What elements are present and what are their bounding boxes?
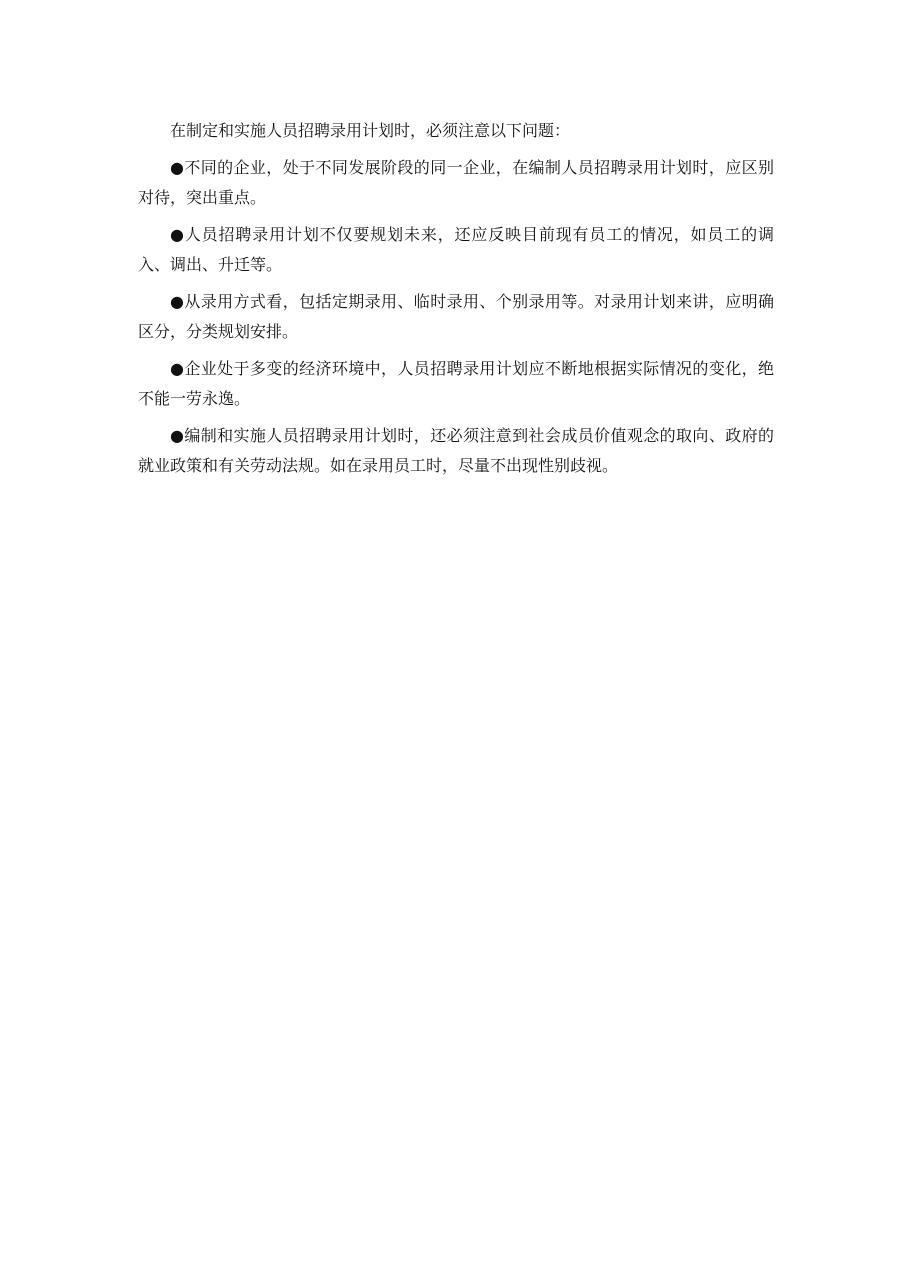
list-item-text: 从录用方式看，包括定期录用、临时录用、个别录用等。对录用计划来讲，应明确区分，分类规划安排。 bbox=[138, 292, 774, 341]
list-item-text: 人员招聘录用计划不仅要规划未来，还应反映目前现有员工的情况，如员工的调入、调出、升迁等。 bbox=[138, 225, 774, 274]
bullet-icon: ● bbox=[170, 359, 185, 378]
document-body bbox=[138, 116, 774, 481]
intro-paragraph: 在制定和实施人员招聘录用计划时，必须注意以下问题： bbox=[170, 121, 571, 140]
bullet-icon: ● bbox=[170, 292, 185, 311]
bullet-icon: ● bbox=[170, 158, 185, 177]
list-item bbox=[138, 287, 774, 347]
list-item bbox=[138, 354, 774, 414]
list-item-text: 不同的企业，处于不同发展阶段的同一企业，在编制人员招聘录用计划时，应区别对待，突出重点。 bbox=[138, 158, 774, 207]
list-item bbox=[138, 220, 774, 280]
list-item-text: 企业处于多变的经济环境中，人员招聘录用计划应不断地根据实际情况的变化，绝不能一劳永逸。 bbox=[138, 359, 774, 408]
list-item bbox=[138, 421, 774, 481]
bullet-icon: ● bbox=[170, 225, 185, 244]
list-item bbox=[138, 153, 774, 213]
list-item-text: 编制和实施人员招聘录用计划时，还必须注意到社会成员价值观念的取向、政府的就业政策和有关劳动法规。如在录用员工时，尽量不出现性别歧视。 bbox=[138, 426, 774, 475]
bullet-icon: ● bbox=[170, 426, 185, 445]
